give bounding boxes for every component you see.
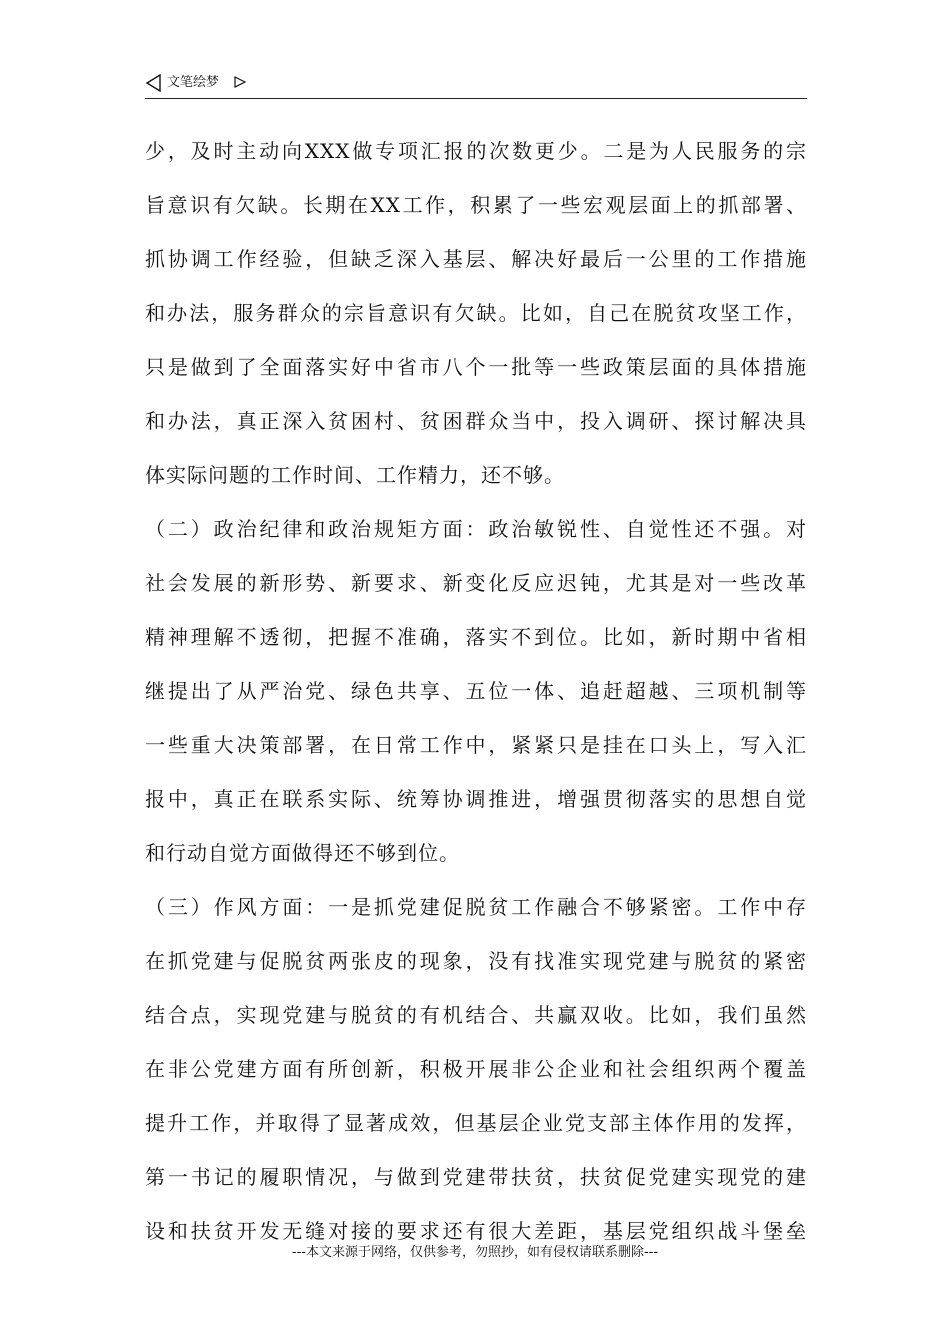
text-line: （二）政治纪律和政治规矩方面：政治敏锐性、自觉性还不强。对 <box>145 517 807 541</box>
text-line: 社会发展的新形势、新要求、新变化反应迟钝，尤其是对一些改革 <box>145 571 807 595</box>
text-line: 和办法，服务群众的宗旨意识有欠缺。比如，自己在脱贫攻坚工作， <box>145 301 807 325</box>
text-line: 只是做到了全面落实好中省市八个一批等一些政策层面的具体措施 <box>145 355 807 379</box>
text-line: 一些重大决策部署，在日常工作中，紧紧只是挂在口头上，写入汇 <box>145 733 807 757</box>
text-line: 体实际问题的工作时间、工作精力，还不够。 <box>145 463 565 487</box>
paragraph-2 <box>145 502 807 880</box>
text-line: 提升工作，并取得了显著成效，但基层企业党支部主体作用的发挥， <box>145 1111 807 1135</box>
text-line: （三）作风方面：一是抓党建促脱贫工作融合不够紧密。工作中存 <box>145 895 807 919</box>
text-line: 精神理解不透彻，把握不准确，落实不到位。比如，新时期中省相 <box>145 625 807 649</box>
text-line: 旨意识有欠缺。长期在XX工作，积累了一些宏观层面上的抓部署、 <box>145 193 807 217</box>
text-line: 在非公党建方面有所创新，积极开展非公企业和社会组织两个覆盖 <box>145 1057 807 1081</box>
text-line: 结合点，实现党建与脱贫的有机结合、共赢双收。比如，我们虽然 <box>145 1003 807 1027</box>
document-body <box>145 124 807 1258</box>
header-title: 文笔绘梦 <box>167 75 220 90</box>
text-line: 在抓党建与促脱贫两张皮的现象，没有找准实现党建与脱贫的紧密 <box>145 949 807 973</box>
text-line: 继提出了从严治党、绿色共享、五位一体、追赶超越、三项机制等 <box>145 679 807 703</box>
text-line: 和办法，真正深入贫困村、贫困群众当中，投入调研、探讨解决具 <box>145 409 807 433</box>
paragraph-3 <box>145 880 807 1258</box>
page-header <box>145 72 807 99</box>
footer-disclaimer: ---本文来源于网络，仅供参考，勿照抄，如有侵权请联系删除--- <box>291 1245 659 1260</box>
text-line: 设和扶贫开发无缝对接的要求还有很大差距，基层党组织战斗堡垒 <box>145 1219 807 1243</box>
text-line: 和行动自觉方面做得还不够到位。 <box>145 841 460 865</box>
paragraph-1 <box>145 124 807 502</box>
right-triangle-icon <box>234 76 246 88</box>
text-line: 报中，真正在联系实际、统筹协调推进，增强贯彻落实的思想自觉 <box>145 787 807 811</box>
text-line: 抓协调工作经验，但缺乏深入基层、解决好最后一公里的工作措施 <box>145 247 807 271</box>
text-line: 少，及时主动向XXX做专项汇报的次数更少。二是为人民服务的宗 <box>145 139 807 163</box>
left-triangle-icon <box>145 74 163 92</box>
text-line: 第一书记的履职情况，与做到党建带扶贫，扶贫促党建实现党的建 <box>145 1165 807 1189</box>
